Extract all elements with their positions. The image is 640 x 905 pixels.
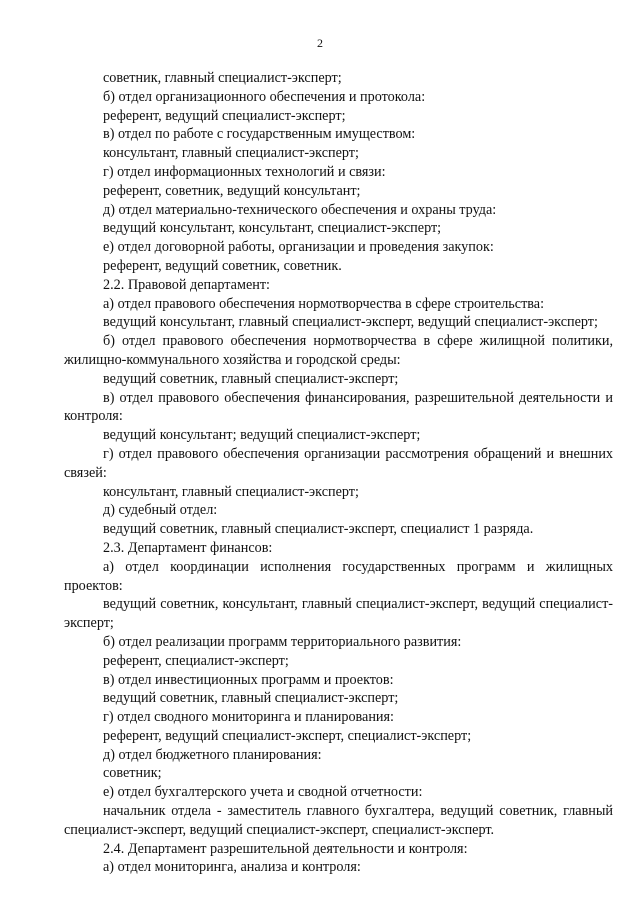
paragraph: е) отдел договорной работы, организации и проведения закупок: <box>103 239 494 256</box>
paragraph: консультант, главный специалист-эксперт; <box>103 483 359 500</box>
paragraph: д) отдел бюджетного планирования: <box>103 746 322 763</box>
paragraph: д) судебный отдел: <box>103 502 218 519</box>
paragraph: ведущий советник, главный специалист-эксперт; <box>103 370 399 387</box>
paragraph: 2.4. Департамент разрешительной деятельности и контроля: <box>103 840 468 857</box>
paragraph: ведущий советник, главный специалист-эксперт, специалист 1 разряда. <box>103 521 534 538</box>
paragraph: референт, ведущий советник, советник. <box>103 257 342 274</box>
paragraph: ведущий консультант; ведущий специалист-эксперт; <box>103 427 421 444</box>
paragraph: советник; <box>103 765 162 782</box>
paragraph: а) отдел мониторинга, анализа и контроля: <box>103 859 361 876</box>
paragraph: ведущий советник, консультант, главный специалист-эксперт, ведущий специалист-эксперт; <box>64 596 613 632</box>
paragraph: референт, специалист-эксперт; <box>103 652 289 669</box>
paragraph: в) отдел инвестиционных программ и проектов: <box>103 671 394 688</box>
paragraph: г) отдел правового обеспечения организации рассмотрения обращений и внешних связей: <box>64 445 613 481</box>
paragraph: референт, ведущий специалист-эксперт; <box>103 107 346 124</box>
paragraph: ведущий советник, главный специалист-эксперт; <box>103 690 399 707</box>
paragraph: б) отдел организационного обеспечения и протокола: <box>103 88 426 105</box>
paragraph: б) отдел правового обеспечения нормотворчества в сфере жилищной политики, жилищно-коммунального хозяйства и городской среды: <box>64 333 613 368</box>
page-number: 2 <box>317 36 323 50</box>
paragraph: 2.3. Департамент финансов: <box>103 539 273 556</box>
paragraph: в) отдел правового обеспечения финансирования, разрешительной деятельности и контроля: <box>64 389 613 425</box>
paragraph: консультант, главный специалист-эксперт; <box>103 145 359 162</box>
paragraph: в) отдел по работе с государственным имуществом: <box>103 126 416 143</box>
document-body <box>64 69 613 877</box>
paragraph: референт, ведущий специалист-эксперт, специалист-эксперт; <box>103 727 472 744</box>
paragraph: референт, советник, ведущий консультант; <box>103 182 361 199</box>
paragraph: 2.2. Правовой департамент: <box>103 276 270 293</box>
paragraph: д) отдел материально-технического обеспечения и охраны труда: <box>103 201 497 218</box>
paragraph: а) отдел координации исполнения государственных программ и жилищных проектов: <box>64 558 613 594</box>
paragraph: ведущий консультант, главный специалист-эксперт, ведущий специалист-эксперт; <box>103 314 598 331</box>
paragraph: е) отдел бухгалтерского учета и сводной отчетности: <box>103 784 423 801</box>
paragraph: начальник отдела - заместитель главного бухгалтера, ведущий советник, главный специалист-эксперт, ведущий специалист-эксперт, специалист-эксперт. <box>64 803 613 838</box>
paragraph: б) отдел реализации программ территориального развития: <box>103 633 462 650</box>
paragraph: ведущий консультант, консультант, специалист-эксперт; <box>103 220 442 237</box>
paragraph: г) отдел информационных технологий и связи: <box>103 163 386 180</box>
paragraph: а) отдел правового обеспечения нормотворчества в сфере строительства: <box>103 295 545 312</box>
paragraph: г) отдел сводного мониторинга и планирования: <box>103 709 394 726</box>
paragraph: советник, главный специалист-эксперт; <box>103 70 342 86</box>
